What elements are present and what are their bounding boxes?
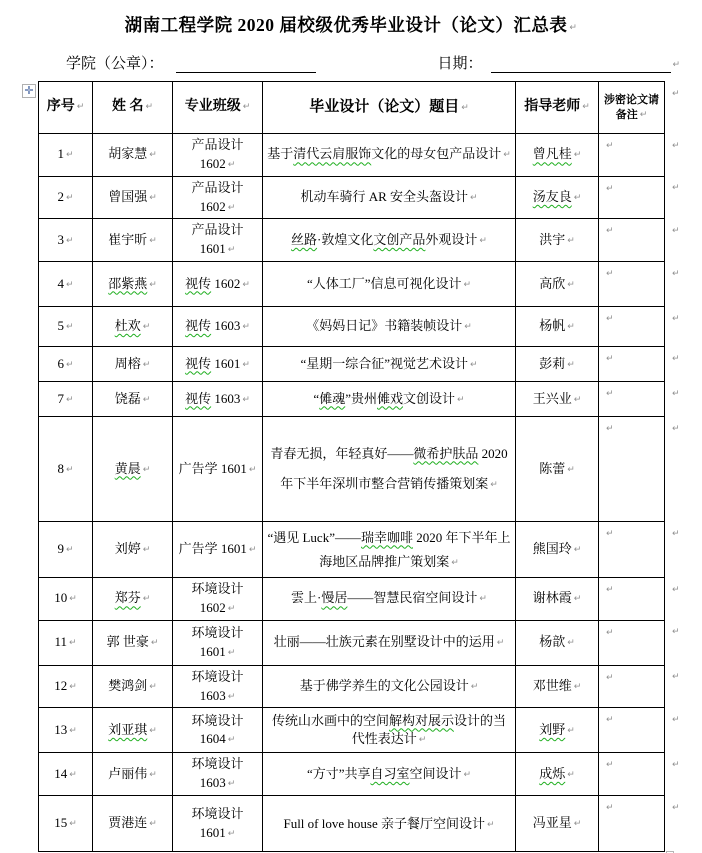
paragraph-mark: ↵ — [672, 759, 680, 770]
paragraph-mark: ↵ — [248, 545, 257, 556]
paragraph-mark: ↵ — [672, 672, 680, 683]
header-label: 涉密论文请备注 — [604, 94, 659, 121]
paragraph-mark: ↵ — [65, 235, 74, 246]
major-class-cell: 视传 1603 ↵ — [173, 307, 263, 347]
paragraph-mark: ↵ — [227, 603, 236, 614]
spellcheck-squiggle: 慢居 — [321, 590, 348, 606]
serial-number-cell: 5 ↵ — [39, 307, 93, 347]
paragraph-mark: ↵ — [606, 672, 614, 683]
spellcheck-squiggle: 傩戏 — [377, 390, 404, 406]
thesis-title-cell: Full of love house 亲子餐厅空间设计 ↵ — [263, 796, 516, 852]
header-col-name — [93, 82, 173, 134]
paragraph-mark: ↵ — [65, 279, 74, 290]
paragraph-mark: ↵ — [242, 322, 250, 333]
paragraph-mark: ↵ — [69, 594, 77, 605]
paragraph-mark: ↵ — [69, 682, 77, 693]
summary-table — [38, 81, 683, 852]
student-name-cell: 贾港连 ↵ — [93, 796, 173, 852]
paragraph-mark: ↵ — [470, 682, 479, 693]
serial-number-cell: 14 ↵ — [39, 753, 93, 796]
paragraph-mark: ↵ — [227, 735, 236, 746]
paragraph-mark: ↵ — [503, 150, 511, 161]
paragraph-mark: ↵ — [479, 235, 487, 246]
row-end-mark — [665, 262, 683, 307]
serial-number-cell: 3 ↵ — [39, 219, 93, 262]
paragraph-mark: ↵ — [672, 140, 680, 151]
spellcheck-squiggle: 视传 — [185, 318, 212, 334]
confidential-note-cell — [599, 219, 665, 262]
stamp-date-line — [0, 52, 702, 73]
advisor-cell: 邓世维 ↵ — [516, 665, 599, 708]
paragraph-mark: ↵ — [573, 819, 582, 830]
paragraph-mark: ↵ — [672, 60, 681, 70]
paragraph-mark: ↵ — [145, 102, 154, 113]
paragraph-mark: ↵ — [149, 193, 157, 204]
table-row — [39, 796, 683, 852]
student-name-cell — [93, 262, 173, 307]
advisor-cell: 谢林霞 ↵ — [516, 578, 599, 621]
paragraph-mark: ↵ — [150, 638, 159, 649]
paragraph-mark: ↵ — [65, 322, 74, 333]
paragraph-mark: ↵ — [573, 545, 582, 556]
spellcheck-squiggle: 成烁 — [539, 765, 566, 781]
row-end-mark — [665, 578, 683, 621]
paragraph-mark: ↵ — [567, 322, 575, 333]
student-name-cell: 曾国强 ↵ — [93, 176, 173, 219]
student-name-cell: 胡家慧 ↵ — [93, 134, 173, 177]
paragraph-mark: ↵ — [65, 464, 74, 475]
header-label: 专业班级 — [184, 99, 241, 115]
paragraph-mark: ↵ — [567, 769, 575, 780]
paragraph-mark: ↵ — [242, 394, 250, 405]
spellcheck-squiggle: 杜欢 — [114, 318, 141, 334]
advisor-cell: 洪宇 ↵ — [516, 219, 599, 262]
paragraph-mark: ↵ — [65, 193, 74, 204]
spellcheck-squiggle: 微希护肤品 — [413, 445, 479, 461]
row-end-mark — [665, 382, 683, 417]
confidential-note-cell — [599, 753, 665, 796]
paragraph-mark: ↵ — [606, 141, 614, 151]
thesis-title-cell: 基于佛学养生的文化公园设计 ↵ — [263, 665, 516, 708]
paragraph-mark: ↵ — [639, 109, 648, 120]
table-row — [39, 307, 683, 347]
paragraph-mark: ↵ — [490, 480, 498, 491]
major-class-cell: 广告学 1601 ↵ — [173, 522, 263, 578]
major-class-cell: 视传 1603 ↵ — [173, 382, 263, 417]
spellcheck-squiggle: 汤友良 — [532, 189, 572, 205]
major-class-cell: 环境设计 1604 ↵ — [173, 708, 263, 753]
thesis-title-cell: “方寸”共享自习室空间设计 ↵ — [263, 753, 516, 796]
paragraph-mark: ↵ — [142, 322, 151, 333]
header-col-no — [39, 82, 93, 134]
spellcheck-squiggle: 解构对展示 — [388, 712, 454, 728]
paragraph-mark: ↵ — [76, 102, 85, 113]
paragraph-mark: ↵ — [672, 802, 680, 813]
row-end-mark — [665, 176, 683, 219]
paragraph-mark: ↵ — [606, 760, 614, 771]
row-end-mark — [665, 307, 683, 347]
major-class-cell: 环境设计 1601 ↵ — [173, 620, 263, 665]
paragraph-mark: ↵ — [573, 594, 582, 605]
move-cross-icon: ✛ — [24, 85, 34, 97]
spellcheck-squiggle: 郑芬 — [114, 590, 141, 606]
paragraph-mark: ↵ — [606, 715, 614, 726]
table-header-row — [39, 82, 683, 134]
paragraph-mark: ↵ — [486, 819, 495, 830]
row-end-mark — [665, 796, 683, 852]
serial-number-cell: 8 ↵ — [39, 417, 93, 522]
paragraph-mark: ↵ — [672, 423, 680, 434]
paragraph-mark: ↵ — [227, 202, 236, 213]
serial-number-cell: 15 ↵ — [39, 796, 93, 852]
header-col-class — [173, 82, 263, 134]
advisor-cell: 王兴业 ↵ — [516, 382, 599, 417]
advisor-cell — [516, 134, 599, 177]
spellcheck-squiggle: 刘野 — [539, 722, 566, 738]
major-class-cell: 视传 1601 ↵ — [173, 347, 263, 382]
major-class-cell: 环境设计 1601 ↵ — [173, 796, 263, 852]
date-label: 日期： — [437, 56, 483, 72]
college-blank-field[interactable] — [176, 57, 316, 73]
student-name-cell — [93, 307, 173, 347]
paragraph-mark: ↵ — [470, 193, 478, 204]
table-row — [39, 522, 683, 578]
table-row — [39, 219, 683, 262]
student-name-cell: 饶磊 ↵ — [93, 382, 173, 417]
paragraph-mark: ↵ — [418, 735, 427, 746]
paragraph-mark: ↵ — [68, 638, 77, 649]
paragraph-mark: ↵ — [606, 183, 614, 194]
header-label: 毕业设计（论文）题目 — [309, 98, 460, 115]
paragraph-mark: ↵ — [142, 594, 151, 605]
table-row — [39, 665, 683, 708]
student-name-cell: 樊鸿剑 ↵ — [93, 665, 173, 708]
serial-number-cell: 11 ↵ — [39, 620, 93, 665]
table-row — [39, 134, 683, 177]
row-end-mark — [665, 219, 683, 262]
paragraph-mark: ↵ — [672, 388, 680, 399]
serial-number-cell: 12 ↵ — [39, 665, 93, 708]
paragraph-mark: ↵ — [672, 528, 680, 539]
paragraph-mark: ↵ — [227, 159, 236, 170]
confidential-note-cell — [599, 522, 665, 578]
paragraph-mark: ↵ — [149, 769, 157, 780]
paragraph-mark: ↵ — [573, 150, 582, 161]
header-label: 姓 名 — [111, 99, 144, 115]
serial-number-cell: 7 ↵ — [39, 382, 93, 417]
thesis-title-cell: “人体工厂”信息可视化设计 ↵ — [263, 262, 516, 307]
confidential-note-cell — [599, 307, 665, 347]
paragraph-mark: ↵ — [567, 726, 575, 737]
paragraph-mark: ↵ — [149, 279, 157, 290]
major-class-cell: 环境设计 1603 ↵ — [173, 665, 263, 708]
table-row — [39, 753, 683, 796]
paragraph-mark: ↵ — [227, 828, 236, 839]
table-row — [39, 620, 683, 665]
thesis-title-cell: 基于清代云肩服饰文化的母女包产品设计 ↵ — [263, 134, 516, 177]
summary-table-body — [39, 134, 683, 852]
paragraph-mark: ↵ — [65, 150, 74, 161]
paragraph-mark: ↵ — [69, 769, 77, 780]
paragraph-mark: ↵ — [567, 359, 575, 370]
paragraph-mark: ↵ — [65, 394, 74, 405]
paragraph-mark: ↵ — [461, 102, 469, 113]
serial-number-cell: 6 ↵ — [39, 347, 93, 382]
row-end-mark — [665, 665, 683, 708]
row-end-mark — [665, 708, 683, 753]
paragraph-mark: ↵ — [463, 769, 472, 780]
thesis-title-cell: 丝路·敦煌文化文创产品外观设计 ↵ — [263, 219, 516, 262]
spellcheck-squiggle: 视传 — [185, 355, 212, 371]
advisor-cell: 高欣 ↵ — [516, 262, 599, 307]
paragraph-mark: ↵ — [672, 313, 680, 324]
paragraph-mark: ↵ — [567, 464, 575, 475]
paragraph-mark: ↵ — [573, 682, 582, 693]
table-row — [39, 578, 683, 621]
paragraph-mark: ↵ — [142, 359, 151, 370]
paragraph-mark: ↵ — [457, 394, 465, 405]
paragraph-mark: ↵ — [606, 424, 614, 435]
table-row — [39, 708, 683, 753]
paragraph-mark: ↵ — [227, 647, 236, 658]
serial-number-cell: 9 ↵ — [39, 522, 93, 578]
spellcheck-squiggle: 黄晨 — [114, 460, 141, 476]
student-name-cell: 崔宇昕 ↵ — [93, 219, 173, 262]
confidential-note-cell — [599, 262, 665, 307]
paragraph-mark: ↵ — [227, 245, 236, 256]
paragraph-mark: ↵ — [227, 691, 236, 702]
paragraph-mark: ↵ — [149, 235, 157, 246]
paragraph-mark: ↵ — [672, 584, 680, 595]
paragraph-mark: ↵ — [582, 102, 590, 113]
spellcheck-squiggle: 文创产品 — [373, 231, 426, 247]
college-label: 学院（公章）： — [66, 56, 164, 72]
spellcheck-squiggle: 自习室 — [370, 765, 410, 781]
paragraph-mark: ↵ — [227, 779, 236, 790]
paragraph-mark: ↵ — [142, 394, 151, 405]
spellcheck-squiggle: 邵紫燕 — [108, 275, 148, 291]
advisor-cell: 杨帆 ↵ — [516, 307, 599, 347]
paragraph-mark: ↵ — [69, 726, 77, 737]
paragraph-mark: ↵ — [248, 464, 257, 475]
paragraph-mark: ↵ — [142, 464, 151, 475]
paragraph-mark: ↵ — [606, 389, 614, 400]
paragraph-mark: ↵ — [149, 819, 157, 830]
student-name-cell: 刘婷 ↵ — [93, 522, 173, 578]
table-row — [39, 347, 683, 382]
paragraph-mark: ↵ — [606, 314, 614, 325]
paragraph-mark: ↵ — [451, 557, 459, 568]
advisor-cell — [516, 708, 599, 753]
paragraph-mark: ↵ — [567, 638, 575, 649]
advisor-cell: 陈蕾 ↵ — [516, 417, 599, 522]
paragraph-mark: ↵ — [149, 682, 157, 693]
advisor-cell: 熊国玲 ↵ — [516, 522, 599, 578]
student-name-cell — [93, 578, 173, 621]
paragraph-mark: ↵ — [672, 627, 680, 638]
header-col-title — [263, 82, 516, 134]
paragraph-mark: ↵ — [242, 102, 251, 113]
thesis-title-cell: 壮丽——壮族元素在别墅设计中的运用 ↵ — [263, 620, 516, 665]
advisor-cell: 冯亚星 ↵ — [516, 796, 599, 852]
major-class-cell: 环境设计 1603 ↵ — [173, 753, 263, 796]
advisor-cell — [516, 753, 599, 796]
row-end-mark — [665, 620, 683, 665]
row-end-mark — [665, 134, 683, 177]
paragraph-mark: ↵ — [464, 322, 472, 333]
confidential-note-cell — [599, 176, 665, 219]
paragraph-mark: ↵ — [672, 353, 680, 364]
paragraph-mark: ↵ — [606, 803, 614, 814]
confidential-note-cell — [599, 708, 665, 753]
paragraph-mark: ↵ — [672, 714, 680, 725]
paragraph-mark: ↵ — [149, 726, 157, 737]
spellcheck-squiggle: 曾凡桂 — [532, 146, 572, 162]
spellcheck-squiggle: 丝路 — [291, 231, 318, 247]
header-col-note — [599, 82, 665, 134]
paragraph-mark: ↵ — [567, 279, 575, 290]
spellcheck-squiggle: 视传 — [185, 275, 212, 291]
row-end-mark — [665, 82, 683, 134]
confidential-note-cell — [599, 347, 665, 382]
spellcheck-squiggle: 刘亚琪 — [108, 722, 148, 738]
major-class-cell: 视传 1602 ↵ — [173, 262, 263, 307]
page-title: 湖南工程学院 2020 届校级优秀毕业设计（论文）汇总表 — [124, 15, 568, 35]
paragraph-mark: ↵ — [672, 268, 680, 279]
serial-number-cell: 10 ↵ — [39, 578, 93, 621]
student-name-cell — [93, 417, 173, 522]
paragraph-mark: ↵ — [470, 359, 478, 370]
confidential-note-cell — [599, 665, 665, 708]
thesis-title-cell: “星期一综合征”视觉艺术设计 ↵ — [263, 347, 516, 382]
student-name-cell: 卢丽伟 ↵ — [93, 753, 173, 796]
thesis-title-cell: “遇见 Luck”——瑞幸咖啡 2020 年下半年上海地区品牌推广策划案 ↵ — [263, 522, 516, 578]
confidential-note-cell — [599, 417, 665, 522]
date-blank-field[interactable] — [491, 57, 671, 73]
paragraph-mark: ↵ — [567, 235, 575, 246]
paragraph-mark: ↵ — [149, 150, 157, 161]
confidential-note-cell — [599, 578, 665, 621]
thesis-title-cell: “傩魂”贵州傩戏文创设计 ↵ — [263, 382, 516, 417]
paragraph-mark: ↵ — [65, 545, 74, 556]
thesis-title-cell: 传统山水画中的空间解构对展示设计的当代性表达计 ↵ — [263, 708, 516, 753]
thesis-title-cell: 雲上·慢居——智慧民宿空间设计 ↵ — [263, 578, 516, 621]
paragraph-mark: ↵ — [569, 23, 578, 33]
student-name-cell: 周榕 ↵ — [93, 347, 173, 382]
paragraph-mark: ↵ — [606, 226, 614, 237]
confidential-note-cell — [599, 620, 665, 665]
paragraph-mark: ↵ — [672, 88, 680, 99]
serial-number-cell: 2 ↵ — [39, 176, 93, 219]
spellcheck-squiggle: 视传 — [185, 390, 212, 406]
advisor-cell — [516, 176, 599, 219]
serial-number-cell: 13 ↵ — [39, 708, 93, 753]
serial-number-cell: 4 ↵ — [39, 262, 93, 307]
confidential-note-cell — [599, 796, 665, 852]
thesis-title-cell: 青春无损，年轻真好——微希护肤品 2020 年下半年深圳市整合营销传播策划案 ↵ — [263, 417, 516, 522]
row-end-mark — [665, 417, 683, 522]
paragraph-mark: ↵ — [69, 819, 77, 830]
paragraph-mark: ↵ — [573, 394, 582, 405]
summary-table-container — [38, 81, 684, 852]
major-class-cell: 广告学 1601 ↵ — [173, 417, 263, 522]
table-row — [39, 262, 683, 307]
spellcheck-squiggle: 清代云肩服饰 — [293, 146, 372, 162]
confidential-note-cell — [599, 382, 665, 417]
paragraph-mark: ↵ — [573, 193, 582, 204]
paragraph-mark: ↵ — [606, 529, 614, 540]
row-end-mark — [665, 522, 683, 578]
paragraph-mark: ↵ — [142, 545, 151, 556]
student-name-cell — [93, 708, 173, 753]
paragraph-mark: ↵ — [606, 627, 614, 638]
confidential-note-cell — [599, 134, 665, 177]
paragraph-mark: ↵ — [65, 359, 74, 370]
student-name-cell: 郭 世豪 ↵ — [93, 620, 173, 665]
major-class-cell: 产品设计 1602 ↵ — [173, 176, 263, 219]
header-label: 序号 — [46, 99, 75, 115]
major-class-cell: 产品设计 1602 ↵ — [173, 134, 263, 177]
paragraph-mark: ↵ — [463, 279, 472, 290]
paragraph-mark: ↵ — [242, 359, 250, 370]
serial-number-cell: 1 ↵ — [39, 134, 93, 177]
thesis-title-cell: 机动车骑行 AR 安全头盔设计 ↵ — [263, 176, 516, 219]
advisor-cell: 彭莉 ↵ — [516, 347, 599, 382]
spellcheck-squiggle: 瑞幸咖啡 — [360, 529, 413, 545]
page-title-row — [0, 0, 702, 37]
paragraph-mark: ↵ — [606, 269, 614, 280]
paragraph-mark: ↵ — [242, 279, 250, 290]
row-end-mark — [665, 347, 683, 382]
paragraph-mark: ↵ — [496, 638, 505, 649]
spellcheck-squiggle: 傩魂 — [319, 390, 346, 406]
paragraph-mark: ↵ — [606, 354, 614, 365]
paragraph-mark: ↵ — [672, 183, 680, 194]
advisor-cell: 杨歆 ↵ — [516, 620, 599, 665]
major-class-cell: 环境设计 1602 ↵ — [173, 578, 263, 621]
header-col-advisor — [516, 82, 599, 134]
paragraph-mark: ↵ — [479, 594, 487, 605]
paragraph-mark: ↵ — [606, 585, 614, 596]
table-row — [39, 382, 683, 417]
paragraph-mark: ↵ — [672, 225, 680, 236]
major-class-cell: 产品设计 1601 ↵ — [173, 219, 263, 262]
row-end-mark — [665, 753, 683, 796]
table-row — [39, 176, 683, 219]
thesis-title-cell: 《妈妈日记》书籍装帧设计 ↵ — [263, 307, 516, 347]
header-label: 指导老师 — [524, 99, 581, 115]
table-move-handle[interactable] — [22, 84, 36, 98]
table-row — [39, 417, 683, 522]
